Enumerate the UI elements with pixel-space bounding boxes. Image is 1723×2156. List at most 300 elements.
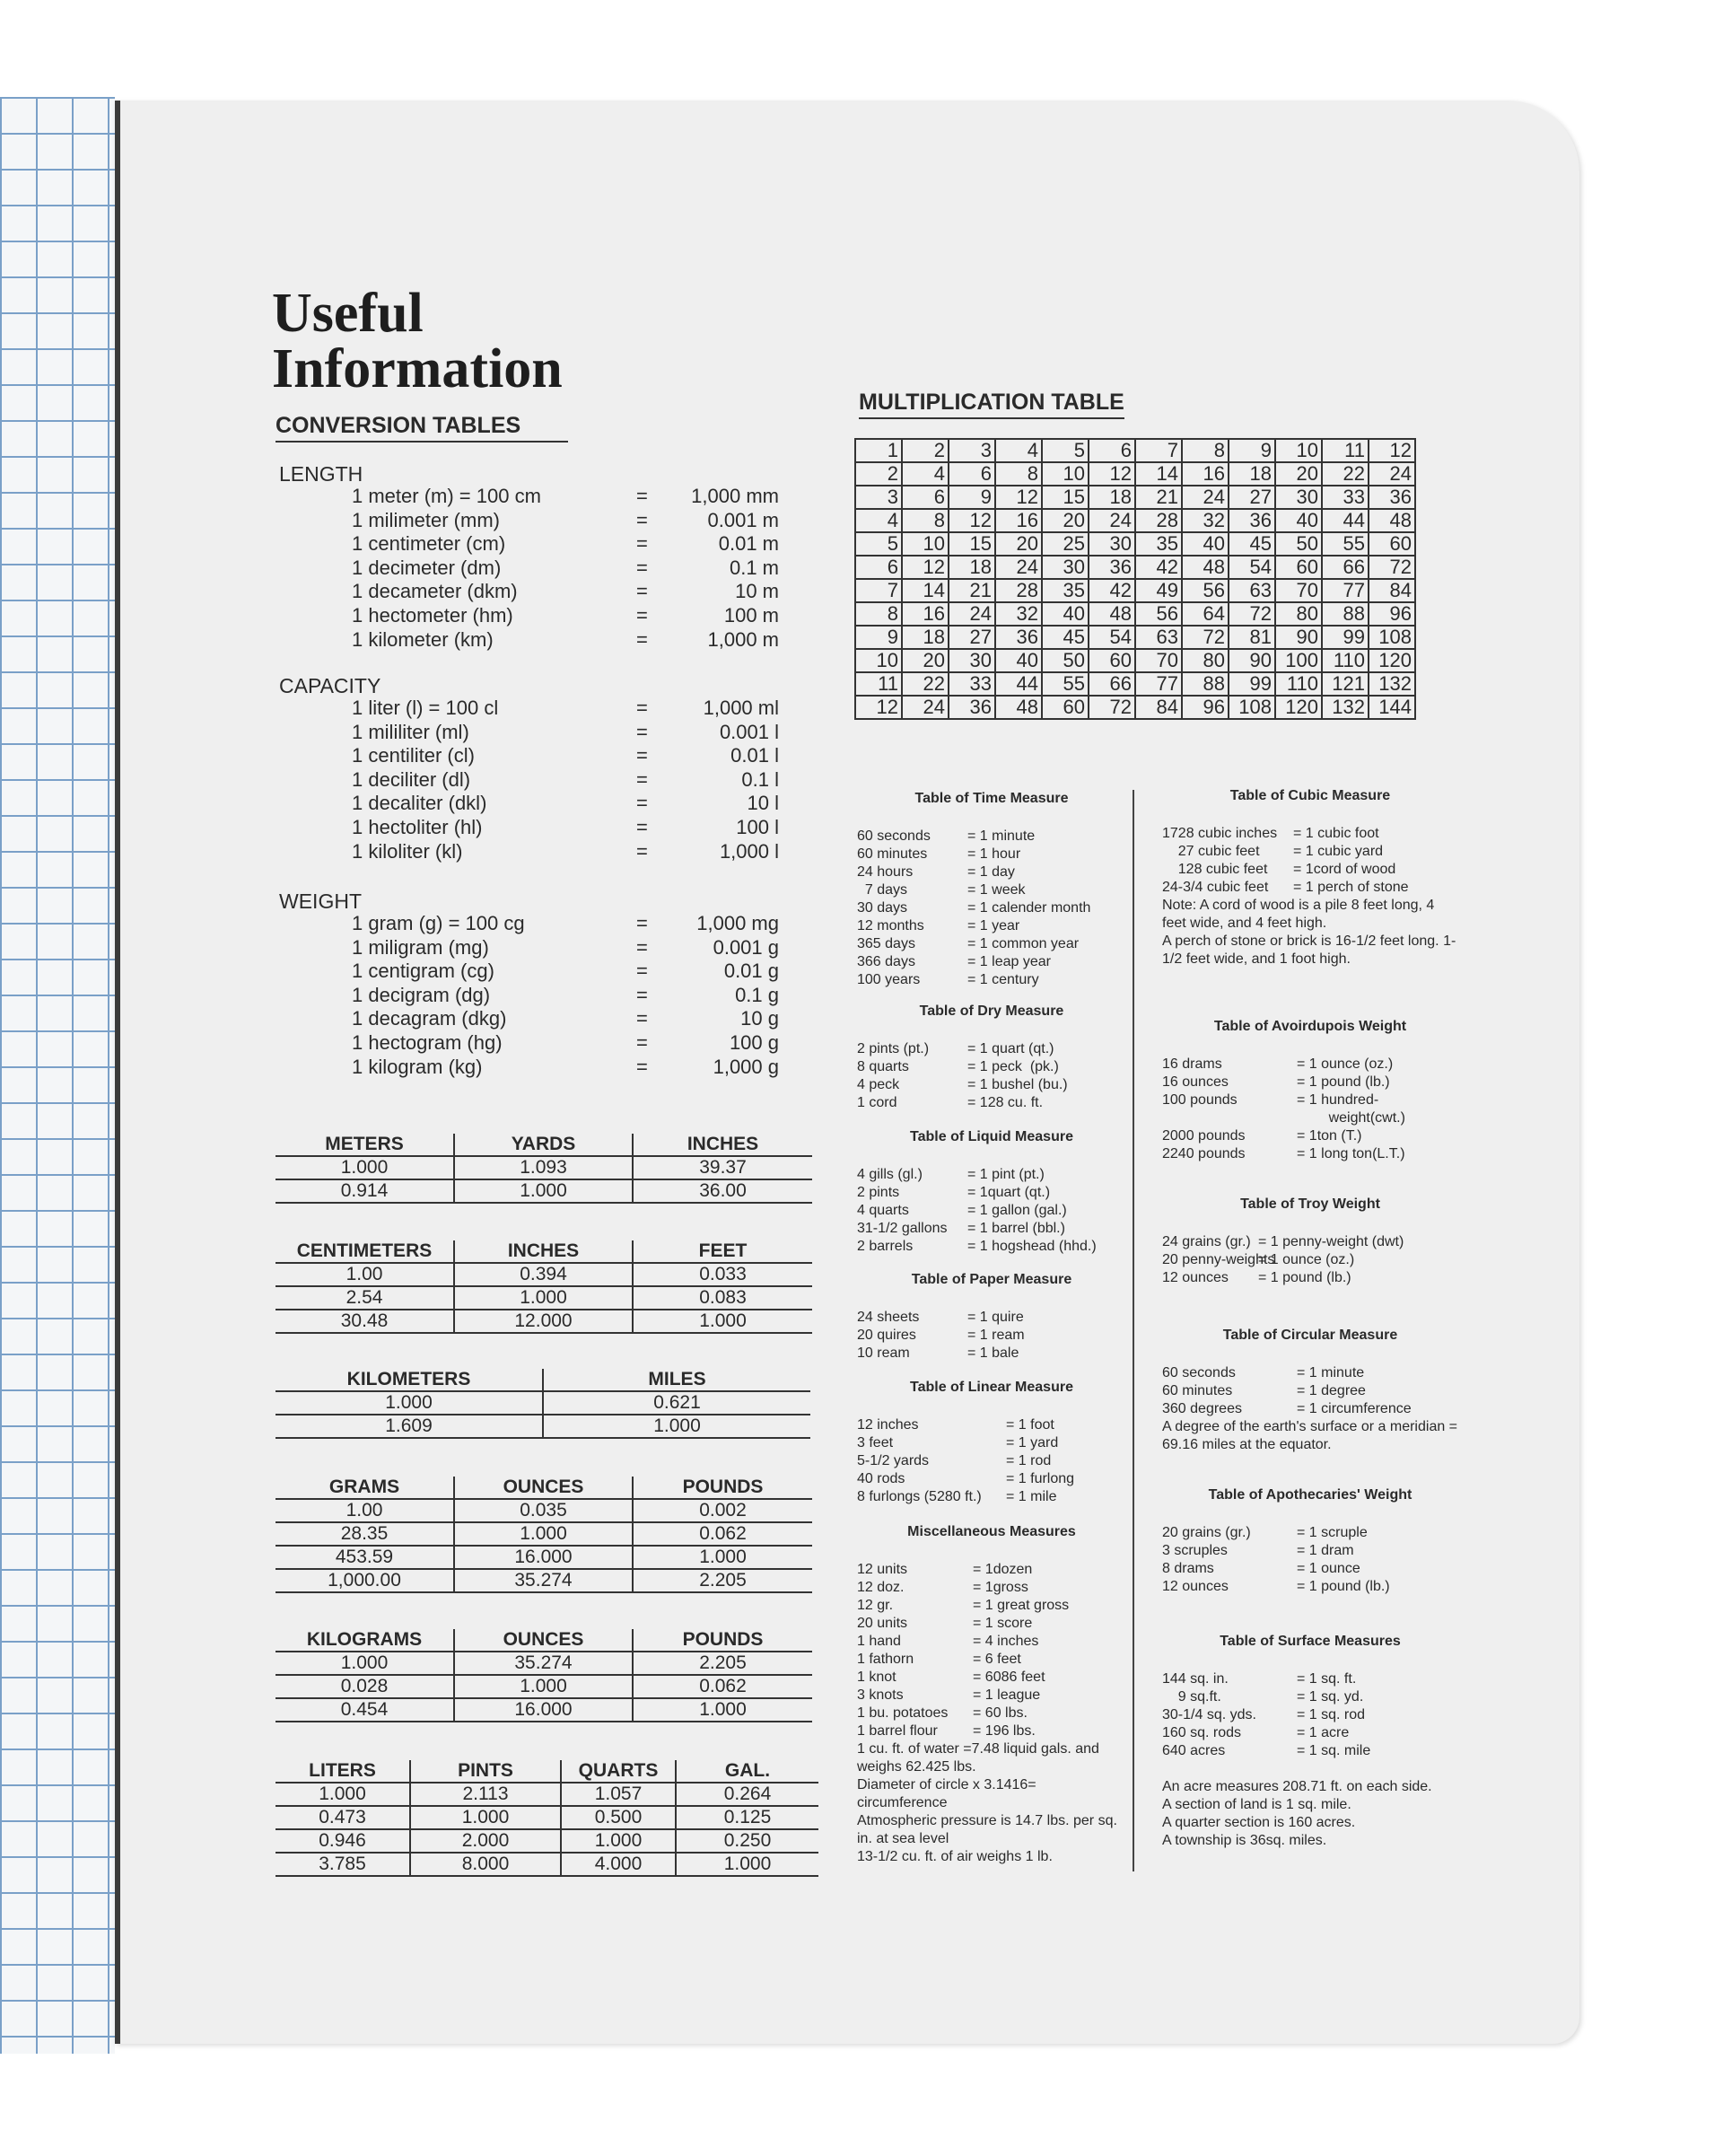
category-heading: WEIGHT <box>279 890 362 913</box>
table-cell: 0.473 <box>276 1806 410 1829</box>
measure-quantity: 16 drams <box>1162 1056 1222 1072</box>
equals-sign: = <box>636 532 648 556</box>
measure-quantity: 365 days <box>857 936 915 951</box>
table-cell: 56 <box>1135 602 1182 626</box>
table-cell: 1.000 <box>276 1652 454 1675</box>
table-cell: 1.000 <box>276 1156 454 1179</box>
table-row <box>855 462 1415 486</box>
table-cell: 60 <box>1089 649 1135 672</box>
measure-row <box>857 1094 1126 1112</box>
table-cell: 96 <box>1182 696 1229 719</box>
measure-row <box>1162 825 1458 843</box>
measure-quantity: 12 doz. <box>857 1580 905 1595</box>
measure-quantity: 100 years <box>857 972 921 987</box>
measure-row <box>857 935 1126 953</box>
table-cell: 35.274 <box>454 1652 633 1675</box>
table-cell: 9 <box>1229 439 1275 462</box>
measure-quantity: 4 quarts <box>857 1203 909 1218</box>
measure-equivalent: = 1gross <box>973 1580 1028 1595</box>
measure-quantity: 1 fathorn <box>857 1652 914 1667</box>
table-cell: 24 <box>995 556 1042 579</box>
measure-equivalent: = 4 inches <box>973 1634 1039 1649</box>
measure-quantity: 2240 pounds <box>1162 1146 1246 1161</box>
table-cell: 1.000 <box>454 1522 633 1546</box>
measure-equivalent: = 1 sq. ft. <box>1297 1671 1357 1687</box>
title-line-1: Useful <box>272 283 424 344</box>
table-cell: 45 <box>1229 532 1275 556</box>
table-cell: 1.000 <box>633 1546 812 1569</box>
measure-row <box>857 1669 1126 1687</box>
title-line-2: Information <box>272 338 563 399</box>
unit-value: 0.1 g <box>735 983 779 1006</box>
measure-table-title: Table of Dry Measure <box>919 1004 1064 1019</box>
equals-sign: = <box>636 580 648 603</box>
measure-equivalent: = 1cord of wood <box>1293 862 1396 877</box>
table-cell: 12.000 <box>454 1310 633 1333</box>
table-cell: 453.59 <box>276 1546 454 1569</box>
table-cell: 0.083 <box>633 1286 812 1310</box>
table-cell: 6 <box>902 486 949 509</box>
measure-quantity: 60 seconds <box>857 828 931 844</box>
column-header: FEET <box>633 1240 812 1263</box>
table-cell: 77 <box>1135 672 1182 696</box>
measure-row <box>1162 1145 1458 1163</box>
measure-row <box>857 1345 1126 1363</box>
measure-equivalent: = 1 acre <box>1297 1725 1350 1740</box>
measure-equivalent: = 1 pound (lb.) <box>1258 1270 1351 1285</box>
table-cell: 63 <box>1229 579 1275 602</box>
multiplication-table <box>854 438 1416 720</box>
equals-sign: = <box>636 983 648 1006</box>
table-row <box>276 1675 812 1698</box>
table-cell: 21 <box>1135 486 1182 509</box>
measure-equivalent: = 1 league <box>973 1687 1041 1703</box>
measure-table <box>857 1271 1126 1363</box>
equals-sign: = <box>636 1007 648 1030</box>
table-cell: 24 <box>902 696 949 719</box>
table-cell: 18 <box>1229 462 1275 486</box>
table-cell: 1.000 <box>543 1415 810 1438</box>
measure-quantity: 30 days <box>857 900 908 916</box>
table-cell: 33 <box>949 672 995 696</box>
table-row <box>855 672 1415 696</box>
measure-row <box>857 1309 1126 1327</box>
measure-row <box>857 1561 1126 1579</box>
unit-label: 1 decagram (dkg) <box>352 1007 507 1030</box>
table-cell: 96 <box>1369 602 1415 626</box>
table-cell: 60 <box>1275 556 1322 579</box>
table-cell: 20 <box>902 649 949 672</box>
table-cell: 1.000 <box>454 1286 633 1310</box>
table-cell: 1.000 <box>410 1806 561 1829</box>
measure-quantity: 1 knot <box>857 1670 896 1685</box>
measure-equivalent: = 1 sq. yd. <box>1297 1689 1364 1705</box>
table-cell: 63 <box>1135 626 1182 649</box>
equals-sign: = <box>636 816 648 838</box>
measure-table <box>1162 1327 1458 1454</box>
measure-quantity: 4 gills (gl.) <box>857 1167 923 1182</box>
table-cell: 80 <box>1182 649 1229 672</box>
measure-equivalent: = 1 hour <box>967 846 1021 862</box>
table-row <box>855 602 1415 626</box>
table-cell: 60 <box>1369 532 1415 556</box>
table-cell: 30 <box>1089 532 1135 556</box>
conversion-table-centimeters-inches-feet <box>276 1240 812 1334</box>
table-cell: 30 <box>949 649 995 672</box>
measure-equivalent: = 1 gallon (gal.) <box>967 1203 1067 1218</box>
measure-equivalent: = 1 long ton(L.T.) <box>1297 1146 1405 1161</box>
measure-quantity: 4 peck <box>857 1077 900 1092</box>
measure-equivalent: = 1 rod <box>1006 1453 1052 1468</box>
measure-quantity: 360 degrees <box>1162 1401 1242 1416</box>
table-row <box>276 1522 812 1546</box>
measure-quantity: 366 days <box>857 954 915 969</box>
column-header: POUNDS <box>633 1477 812 1499</box>
measure-quantity: 3 scruples <box>1162 1543 1228 1558</box>
measure-row <box>1162 1364 1458 1382</box>
table-cell: 0.454 <box>276 1698 454 1722</box>
table-cell: 36 <box>1369 486 1415 509</box>
measure-table <box>1162 1196 1458 1287</box>
table-cell: 72 <box>1182 626 1229 649</box>
table-cell: 0.035 <box>454 1499 633 1522</box>
table-cell: 36 <box>995 626 1042 649</box>
table-cell: 11 <box>1322 439 1369 462</box>
unit-value: 100 m <box>723 604 779 627</box>
unit-label: 1 hectogram (hg) <box>352 1031 503 1054</box>
table-cell: 22 <box>902 672 949 696</box>
table-row <box>276 1829 818 1853</box>
table-cell: 0.264 <box>676 1783 818 1806</box>
table-cell: 7 <box>855 579 902 602</box>
measure-quantity: 2000 pounds <box>1162 1128 1246 1144</box>
unit-label: 1 milimeter (mm) <box>352 508 500 531</box>
table-cell: 45 <box>1042 626 1089 649</box>
table-cell: 42 <box>1089 579 1135 602</box>
table-cell: 84 <box>1369 579 1415 602</box>
measure-equivalent: = 1 ounce (oz.) <box>1258 1252 1355 1267</box>
measure-row <box>857 1184 1126 1202</box>
table-cell: 0.250 <box>676 1829 818 1853</box>
table-cell: 16 <box>902 602 949 626</box>
measure-row <box>1162 861 1458 879</box>
column-header: OUNCES <box>454 1629 633 1652</box>
table-cell: 44 <box>1322 509 1369 532</box>
measure-note: Atmospheric pressure is 14.7 lbs. per sq. in. at sea level <box>857 1813 1117 1846</box>
column-header: MILES <box>543 1369 810 1391</box>
table-cell: 121 <box>1322 672 1369 696</box>
measure-quantity: 16 ounces <box>1162 1074 1229 1090</box>
equals-sign: = <box>636 1031 648 1054</box>
unit-value: 10 g <box>740 1007 779 1030</box>
table-row <box>276 1698 812 1722</box>
table-cell: 90 <box>1275 626 1322 649</box>
measure-table-title: Table of Avoirdupois Weight <box>1213 1019 1407 1034</box>
measure-row <box>1162 1109 1458 1127</box>
table-cell: 70 <box>1135 649 1182 672</box>
table-cell: 0.500 <box>561 1806 676 1829</box>
column-header: GAL. <box>676 1760 818 1783</box>
measure-row <box>857 1470 1126 1488</box>
table-cell: 2 <box>855 462 902 486</box>
table-cell: 8 <box>995 462 1042 486</box>
measure-table <box>857 1128 1126 1256</box>
measure-equivalent: = 1 hogshead (hhd.) <box>967 1239 1097 1254</box>
category-heading: LENGTH <box>279 462 363 486</box>
equals-sign: = <box>636 767 648 791</box>
measure-note: A quarter section is 160 acres. <box>1162 1815 1356 1830</box>
table-cell: 6 <box>855 556 902 579</box>
measure-quantity: 1 hand <box>857 1634 901 1649</box>
measure-quantity: 31-1/2 gallons <box>857 1221 948 1236</box>
measure-table <box>857 1003 1126 1112</box>
column-header: KILOMETERS <box>276 1369 543 1391</box>
measure-row <box>857 1651 1126 1669</box>
unit-value: 0.001 g <box>713 935 779 959</box>
measure-quantity: 2 pints <box>857 1185 900 1200</box>
measure-quantity: 60 minutes <box>1162 1383 1233 1398</box>
column-divider <box>1133 790 1134 1871</box>
equals-sign: = <box>636 1055 648 1078</box>
table-cell: 0.394 <box>454 1263 633 1286</box>
unit-value: 100 l <box>736 816 779 838</box>
table-cell: 0.621 <box>543 1391 810 1415</box>
measure-table <box>1162 1633 1458 1850</box>
measure-quantity: 10 ream <box>857 1345 910 1361</box>
unit-value: 1,000 ml <box>703 697 779 719</box>
table-cell: 35.274 <box>454 1569 633 1592</box>
measure-quantity: 24 hours <box>857 864 914 880</box>
measure-table-title: Table of Cubic Measure <box>1229 788 1391 803</box>
measure-table-title: Table of Apothecaries' Weight <box>1208 1487 1413 1503</box>
measure-row <box>857 1040 1126 1058</box>
measure-equivalent: = 1 peck (pk.) <box>967 1059 1059 1074</box>
measure-equivalent: = 1 degree <box>1297 1383 1366 1398</box>
table-cell: 1.057 <box>561 1783 676 1806</box>
measure-equivalent: = 1 ounce <box>1297 1561 1360 1576</box>
measure-row <box>1162 1688 1458 1706</box>
table-cell: 1.000 <box>276 1391 543 1415</box>
table-cell: 1.00 <box>276 1499 454 1522</box>
measure-row <box>857 971 1126 989</box>
measure-row <box>1162 879 1458 897</box>
table-cell: 24 <box>1182 486 1229 509</box>
table-cell: 16 <box>995 509 1042 532</box>
measure-quantity: 144 sq. in. <box>1162 1671 1229 1687</box>
table-cell: 1.093 <box>454 1156 633 1179</box>
unit-value: 1,000 mm <box>691 485 779 507</box>
table-row <box>276 1156 812 1179</box>
column-header: METERS <box>276 1134 454 1156</box>
table-cell: 10 <box>855 649 902 672</box>
conversion-table-liters-pints-quarts-gal <box>276 1760 818 1877</box>
table-cell: 36 <box>1229 509 1275 532</box>
table-cell: 22 <box>1322 462 1369 486</box>
equals-sign: = <box>636 839 648 863</box>
table-row <box>855 509 1415 532</box>
table-cell: 3 <box>855 486 902 509</box>
table-cell: 12 <box>855 696 902 719</box>
measure-quantity: 3 feet <box>857 1435 894 1450</box>
table-cell: 0.033 <box>633 1263 812 1286</box>
table-cell: 32 <box>995 602 1042 626</box>
measure-row <box>1162 1742 1458 1760</box>
table-row <box>855 626 1415 649</box>
table-cell: 0.028 <box>276 1675 454 1698</box>
table-row <box>855 439 1415 462</box>
table-cell: 40 <box>995 649 1042 672</box>
measure-row <box>857 1452 1126 1470</box>
measure-equivalent: weight(cwt.) <box>1297 1110 1405 1126</box>
table-row <box>276 1263 812 1286</box>
measure-equivalent: = 128 cu. ft. <box>967 1095 1044 1110</box>
unit-label: 1 decigram (dg) <box>352 983 491 1006</box>
measure-equivalent: = 1 foot <box>1006 1417 1054 1433</box>
table-row <box>276 1391 810 1415</box>
table-cell: 39.37 <box>633 1156 812 1179</box>
table-cell: 6 <box>949 462 995 486</box>
table-cell: 24 <box>949 602 995 626</box>
table-cell: 40 <box>1042 602 1089 626</box>
measure-equivalent: = 1 common year <box>967 936 1080 951</box>
measure-equivalent: = 1 scruple <box>1297 1525 1368 1540</box>
table-cell: 1.00 <box>276 1263 454 1286</box>
measure-quantity: 40 rods <box>857 1471 905 1486</box>
measure-equivalent: = 1 week <box>967 882 1026 898</box>
table-cell: 120 <box>1275 696 1322 719</box>
table-cell: 0.002 <box>633 1499 812 1522</box>
unit-label: 1 centimeter (cm) <box>352 532 506 556</box>
measure-table-title: Table of Troy Weight <box>1240 1196 1380 1212</box>
measure-row <box>857 1238 1126 1256</box>
measure-row <box>1162 1524 1458 1542</box>
column-header: CENTIMETERS <box>276 1240 454 1263</box>
measure-row <box>1162 1724 1458 1742</box>
table-cell: 7 <box>1135 439 1182 462</box>
measure-quantity: 1728 cubic inches <box>1162 826 1278 841</box>
table-cell: 2.000 <box>410 1829 561 1853</box>
unit-label: 1 hectometer (hm) <box>352 604 513 627</box>
equals-sign: = <box>636 697 648 719</box>
measure-row <box>1162 1400 1458 1418</box>
table-row <box>855 649 1415 672</box>
table-cell: 40 <box>1182 532 1229 556</box>
table-cell: 18 <box>949 556 995 579</box>
measure-row <box>1162 1706 1458 1724</box>
table-cell: 16.000 <box>454 1546 633 1569</box>
measure-row <box>857 1202 1126 1220</box>
table-cell: 56 <box>1182 579 1229 602</box>
table-cell: 50 <box>1275 532 1322 556</box>
measure-equivalent: = 1 barrel (bbl.) <box>967 1221 1065 1236</box>
table-cell: 99 <box>1322 626 1369 649</box>
table-cell: 4 <box>855 509 902 532</box>
measure-equivalent: = 1 day <box>967 864 1015 880</box>
measure-equivalent: = 1 ream <box>967 1328 1025 1343</box>
table-cell: 0.062 <box>633 1522 812 1546</box>
table-cell: 10 <box>1275 439 1322 462</box>
table-cell: 8 <box>1182 439 1229 462</box>
conversion-tables-heading: CONVERSION TABLES <box>276 413 568 443</box>
table-cell: 66 <box>1322 556 1369 579</box>
measure-table <box>1162 1486 1458 1596</box>
page-title <box>272 285 563 397</box>
table-cell: 1.000 <box>633 1310 812 1333</box>
measure-equivalent: = 1 circumference <box>1297 1401 1412 1416</box>
unit-value: 0.001 m <box>707 508 779 531</box>
measure-row <box>1162 1091 1458 1109</box>
table-cell: 28.35 <box>276 1522 454 1546</box>
table-cell: 144 <box>1369 696 1415 719</box>
conversion-table-kilometers-miles <box>276 1369 810 1439</box>
table-cell: 6 <box>1089 439 1135 462</box>
unit-value: 0.01 l <box>730 744 779 767</box>
unit-label: 1 gram (g) = 100 cg <box>352 912 525 934</box>
table-cell: 48 <box>1182 556 1229 579</box>
measure-equivalent: = 1 mile <box>1006 1489 1057 1504</box>
measure-row <box>1162 1127 1458 1145</box>
table-cell: 2.54 <box>276 1286 454 1310</box>
unit-label: 1 miligram (mg) <box>352 935 489 959</box>
measure-equivalent: = 196 lbs. <box>973 1723 1036 1739</box>
measure-table-title: Table of Linear Measure <box>910 1380 1073 1395</box>
table-cell: 4 <box>995 439 1042 462</box>
measure-equivalent: = 1 leap year <box>967 954 1051 969</box>
measure-row <box>857 1579 1126 1597</box>
table-cell: 15 <box>1042 486 1089 509</box>
table-cell: 10 <box>902 532 949 556</box>
measure-equivalent: = 1 penny-weight (dwt) <box>1258 1234 1404 1249</box>
equals-sign: = <box>636 935 648 959</box>
table-cell: 18 <box>1089 486 1135 509</box>
measure-note: An acre measures 208.71 ft. on each side. <box>1162 1779 1432 1794</box>
table-cell: 66 <box>1089 672 1135 696</box>
table-cell: 11 <box>855 672 902 696</box>
column-header: YARDS <box>454 1134 633 1156</box>
measure-row <box>857 1597 1126 1615</box>
measure-quantity: 160 sq. rods <box>1162 1725 1242 1740</box>
table-cell: 12 <box>949 509 995 532</box>
table-cell: 30.48 <box>276 1310 454 1333</box>
table-cell: 2 <box>902 439 949 462</box>
table-cell: 0.946 <box>276 1829 410 1853</box>
measure-equivalent: = 6086 feet <box>973 1670 1045 1685</box>
table-cell: 55 <box>1042 672 1089 696</box>
graph-paper-page <box>0 97 115 2054</box>
table-cell: 88 <box>1322 602 1369 626</box>
measure-quantity: 12 units <box>857 1562 908 1577</box>
unit-label: 1 centiliter (cl) <box>352 744 475 767</box>
measure-row <box>1162 1269 1458 1287</box>
measure-note: A perch of stone or brick is 16-1/2 feet long. 1-1/2 feet wide, and 1 foot high. <box>1162 933 1456 967</box>
equals-sign: = <box>636 960 648 983</box>
measure-row <box>857 1166 1126 1184</box>
table-cell: 2.205 <box>633 1652 812 1675</box>
table-cell: 110 <box>1275 672 1322 696</box>
conversion-table-grams-ounces-pounds <box>276 1477 812 1593</box>
measure-equivalent: = 6 feet <box>973 1652 1021 1667</box>
table-cell: 30 <box>1275 486 1322 509</box>
table-cell: 108 <box>1229 696 1275 719</box>
measure-row <box>857 1058 1126 1076</box>
measure-quantity: 27 cubic feet <box>1162 844 1260 859</box>
measure-quantity: 8 furlongs (5280 ft.) <box>857 1489 982 1504</box>
table-cell: 2.113 <box>410 1783 561 1806</box>
table-cell: 99 <box>1229 672 1275 696</box>
measure-table <box>1162 1018 1458 1163</box>
unit-label: 1 kilogram (kg) <box>352 1055 483 1078</box>
measure-row <box>1162 1233 1458 1251</box>
